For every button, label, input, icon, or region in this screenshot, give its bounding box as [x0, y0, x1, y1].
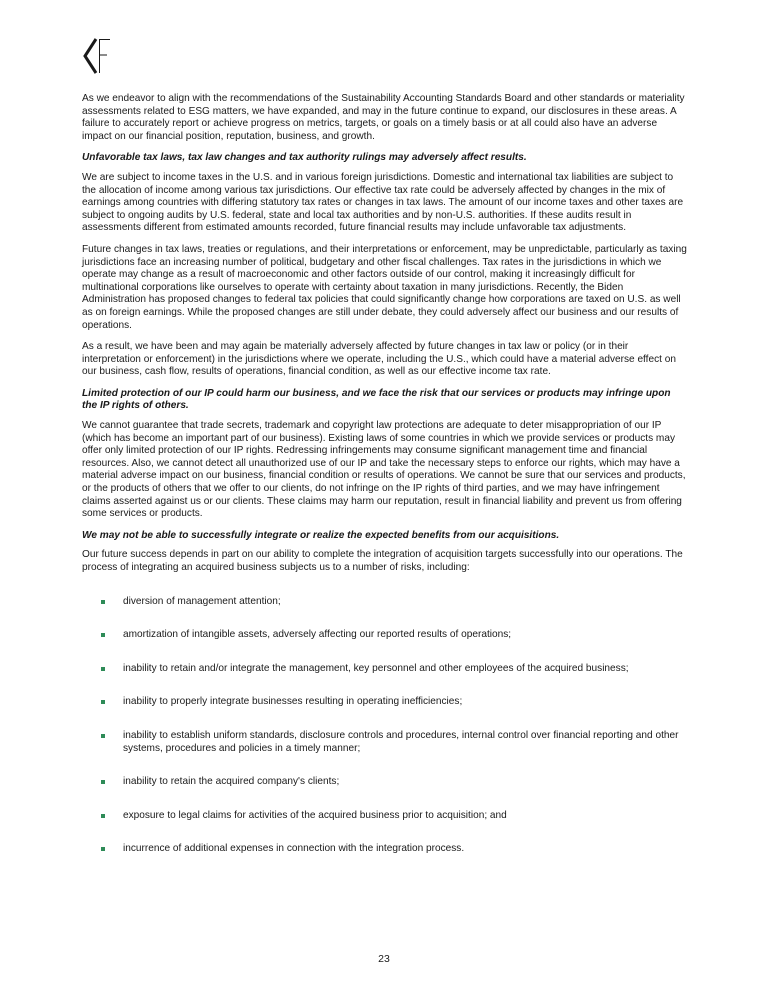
square-bullet-icon [101, 600, 105, 604]
square-bullet-icon [101, 847, 105, 851]
tax-paragraph-2: Future changes in tax laws, treaties or regulations, and their interpretations or enforcement, may be unpredictable, particularly as taxing jurisdictions face an increasing number of political, budgetary and other fiscal challenges. Tax rates in the jurisdictions in which we operate may change as a result of macroeconomic and other factors outside of our control, making it increasingly difficult for multinational corporations like ourselves to operate with certainty about taxation in many jurisdictions. Recently, the Biden Administration has proposed changes to federal tax policies that could significantly change how corporations are taxed on U.S. as well as on foreign earnings. While the proposed changes are still under debate, they could adversely affect our business and our results of operations. [82, 243, 687, 331]
square-bullet-icon [101, 700, 105, 704]
tax-risk-heading: Unfavorable tax laws, tax law changes and tax authority rulings may adversely affect results. [82, 152, 527, 164]
list-item [82, 776, 688, 789]
list-item-text: incurrence of additional expenses in connection with the integration process. [123, 843, 465, 855]
square-bullet-icon [101, 633, 105, 637]
company-logo [82, 38, 112, 74]
list-item-text: exposure to legal claims for activities of the acquired business prior to acquisition; and [123, 809, 507, 821]
ip-risk-heading: Limited protection of our IP could harm our business, and we face the risk that our services or products may infringe upon the IP rights of others. [82, 387, 671, 412]
list-item [82, 730, 688, 755]
list-item-text: amortization of intangible assets, adversely affecting our reported results of operations; [123, 629, 512, 641]
square-bullet-icon [101, 814, 105, 818]
square-bullet-icon [101, 734, 105, 738]
tax-paragraph-3: As a result, we have been and may again be materially adversely affected by future changes in tax law or policy (or in their interpretation or enforcement) in the jurisdictions where we operate, including the U.S., which could have a material adverse effect on our business, cash flow, results of operations, financial condition, as well as our effective income tax rate. [82, 341, 676, 378]
list-item-text: diversion of management attention; [123, 595, 281, 607]
square-bullet-icon [101, 667, 105, 671]
list-item-text: inability to properly integrate businesses resulting in operating inefficiencies; [123, 696, 463, 708]
esg-disclosure-paragraph: As we endeavor to align with the recommendations of the Sustainability Accounting Standards Board and other standards or materiality assessments related to ESG matters, we have expanded, and may in the future continue to expand, our disclosures in these areas. A failure to accurately report or achieve progress on metrics, targets, or goals on a timely basis or at all could also have an adverse impact on our financial position, reputation, business, and growth. [82, 93, 685, 142]
list-item [82, 696, 688, 709]
tax-paragraph-1: We are subject to income taxes in the U.S. and in various foreign jurisdictions. Domestic and international tax liabilities are subject to the allocation of income among various tax jurisdictions. Our effective tax rate could be adversely affected by changes in the mix of earnings among countries with differing statutory tax rates or changes in tax laws. The amount of our income taxes and other taxes are subject to ongoing audits by U.S. federal, state and local tax authorities and by non-U.S. authorities. If these audits result in assessments different from estimated amounts recorded, future financial results may include unfavorable tax adjustments. [82, 171, 684, 234]
list-item-text: inability to retain the acquired company's clients; [123, 776, 340, 788]
square-bullet-icon [101, 780, 105, 784]
document-body [82, 93, 688, 856]
acquisition-paragraph: Our future success depends in part on our ability to complete the integration of acquisition targets successfully into our operations. The process of integrating an acquired business subjects us to a number of risks, including: [82, 549, 683, 573]
page-number: 23 [378, 953, 390, 965]
ip-paragraph: We cannot guarantee that trade secrets, trademark and copyright law protections are adequate to deter misappropriation of our IP (which has become an important part of our business). Existing laws of some countries in which we provide services or products may offer only limited protection of our IP rights. Redressing infringements may consume significant management time and financial resources. Also, we cannot detect all unauthorized use of our IP and take the necessary steps to enforce our rights, which may have a material adverse impact on our business, financial condition or results of operations. We cannot be sure that our services and products, or the products of others that we offer to our clients, do not infringe on the IP rights of third parties, and we may have infringement claims asserted against us or our clients. These claims may harm our reputation, result in financial liability and prevent us from offering some services or products. [82, 420, 686, 520]
list-item [82, 810, 688, 823]
acquisition-risk-heading: We may not be able to successfully integrate or realize the expected benefits from our acquisitions. [82, 529, 560, 541]
list-item [82, 629, 688, 642]
list-item [82, 843, 688, 856]
list-item-text: inability to retain and/or integrate the management, key personnel and other employees of the acquired business; [123, 662, 629, 674]
list-item [82, 663, 688, 676]
list-item-text: inability to establish uniform standards, disclosure controls and procedures, internal control over financial reporting and other systems, procedures and policies in a timely manner; [123, 729, 679, 754]
acquisition-risks-list [82, 596, 688, 856]
list-item [82, 596, 688, 609]
